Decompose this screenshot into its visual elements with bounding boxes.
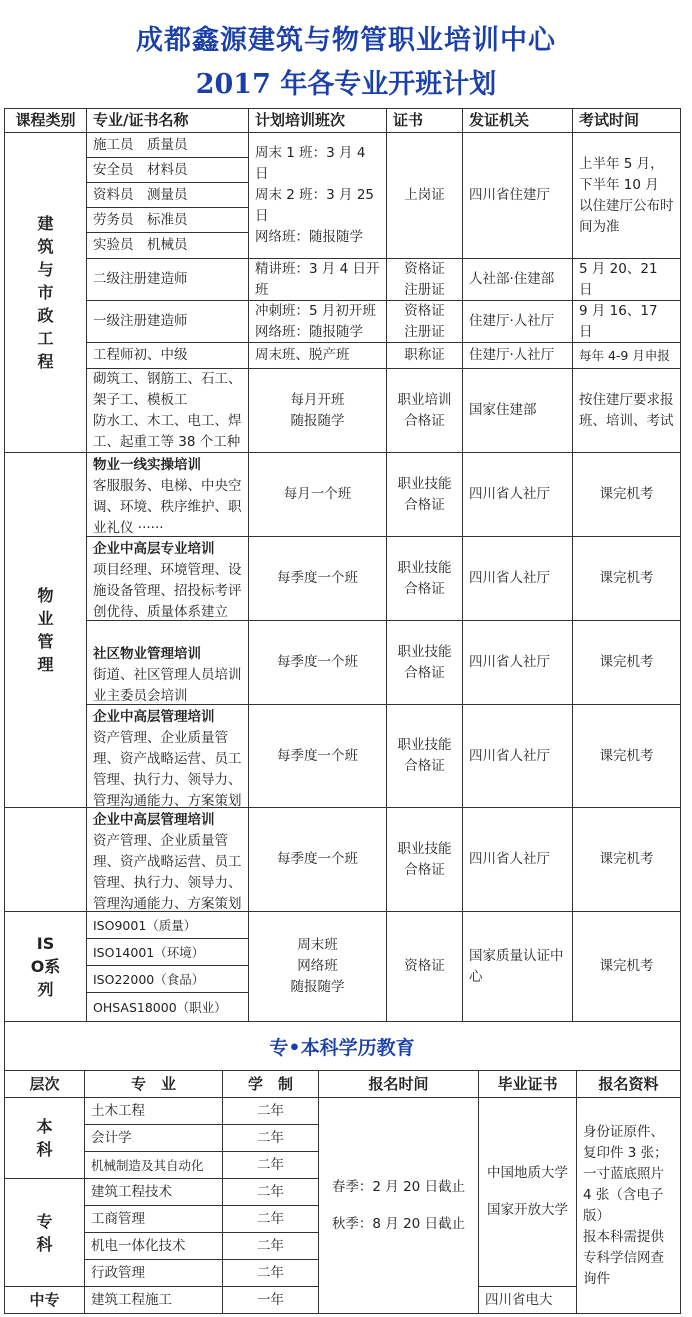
list-item: 劳务员 标准员 xyxy=(86,207,248,232)
edu-major: 建筑工程施工 xyxy=(84,1286,222,1313)
enroll-cell xyxy=(318,1097,478,1313)
course-cell xyxy=(86,536,248,620)
course-cell xyxy=(86,620,248,704)
edu-cert-secondary: 四川省电大 xyxy=(478,1286,576,1313)
authority-cell: 四川省人社厅 xyxy=(462,620,572,704)
edu-major: 土木工程 xyxy=(84,1097,222,1124)
list-item: 资料员 测量员 xyxy=(86,182,248,207)
edu-cert-2: 国家开放大学 xyxy=(487,1202,568,1218)
cert-cell: 资格证 xyxy=(386,911,462,1021)
exam-cell: 课完机考 xyxy=(572,704,680,807)
list-item: OHSAS18000（职业） xyxy=(86,992,248,1021)
edu-years: 二年 xyxy=(222,1259,318,1286)
schedule-cell: 周末班、脱产班 xyxy=(248,342,386,368)
exam-cell: 课完机考 xyxy=(572,620,680,704)
page-subtitle: 2017 年各专业开班计划 xyxy=(195,69,497,100)
edu-years: 二年 xyxy=(222,1232,318,1259)
exam-cell: 课完机考 xyxy=(572,452,680,536)
edu-years: 二年 xyxy=(222,1178,318,1205)
edu-years: 二年 xyxy=(222,1151,318,1178)
header-authority: 发证机关 xyxy=(462,108,572,132)
cert-cell: 资格证 注册证 xyxy=(386,258,462,300)
edu-major: 行政管理 xyxy=(84,1259,222,1286)
cert-cell: 职业技能 合格证 xyxy=(386,704,462,807)
edu-header-major: 专 业 xyxy=(84,1070,222,1097)
authority-cell: 四川省人社厅 xyxy=(462,807,572,911)
cert-cell: 职业技能 合格证 xyxy=(386,807,462,911)
course-title: 物业一线实操培训 xyxy=(93,457,201,473)
course-cell xyxy=(86,807,248,911)
category-construction xyxy=(4,132,86,452)
edu-major: 机电一体化技术 xyxy=(84,1232,222,1259)
authority-cell: 住建厅·人社厅 xyxy=(462,342,572,368)
cert-cell: 上岗证 xyxy=(386,132,462,258)
cert-cell: 职业培训 合格证 xyxy=(386,368,462,452)
edu-major: 会计学 xyxy=(84,1124,222,1151)
exam-cell: 5 月 20、21 日 xyxy=(572,258,680,300)
exam-cell: 课完机考 xyxy=(572,911,680,1021)
schedule-cell: 精讲班：3 月 4 日开班 xyxy=(248,258,386,300)
header-category: 课程类别 xyxy=(4,108,86,132)
course-desc: 资产管理、企业质量管理、资产战略运营、员工管理、执行力、领导力、管理沟通能力、方案策划 xyxy=(93,833,242,911)
authority-cell: 四川省人社厅 xyxy=(462,536,572,620)
exam-cell: 按住建厅要求报班、培训、考试 xyxy=(572,368,680,452)
edu-years: 二年 xyxy=(222,1097,318,1124)
enroll-spring: 春季：2 月 20 日截止 xyxy=(331,1178,466,1195)
major-name: 二级注册建造师 xyxy=(86,258,248,300)
list-item: ISO22000（食品） xyxy=(86,965,248,992)
category-iso xyxy=(4,911,86,1021)
list-item: ISO9001（质量） xyxy=(86,911,248,938)
page-title: 成都鑫源建筑与物管职业培训中心 xyxy=(136,25,556,56)
cert-cell: 资格证 注册证 xyxy=(386,300,462,342)
header-exam: 考试时间 xyxy=(572,108,680,132)
exam-cell: 9 月 16、17 日 xyxy=(572,300,680,342)
edu-major: 工商管理 xyxy=(84,1205,222,1232)
edu-years: 一年 xyxy=(222,1286,318,1313)
header-major: 专业/证书名称 xyxy=(86,108,248,132)
exam-cell: 课完机考 xyxy=(572,807,680,911)
edu-years: 二年 xyxy=(222,1124,318,1151)
major-name: 工程师初、中级 xyxy=(86,342,248,368)
schedule-cell: 每季度一个班 xyxy=(248,620,386,704)
exam-cell: 每年 4-9 月申报 xyxy=(572,342,680,368)
category-label: 物业管理 xyxy=(37,586,54,674)
section-heading: 专•本科学历教育 xyxy=(269,1036,415,1059)
schedule-cell: 周末班 网络班 随报随学 xyxy=(248,911,386,1021)
exam-cell: 上半年 5 月，下半年 10 月 以住建厅公布时间为准 xyxy=(572,132,680,258)
category-property xyxy=(4,452,86,807)
authority-cell: 四川省人社厅 xyxy=(462,452,572,536)
authority-cell: 四川省人社厅 xyxy=(462,704,572,807)
edu-header-enroll: 报名时间 xyxy=(318,1070,478,1097)
level-cell xyxy=(4,1097,84,1178)
edu-major: 建筑工程技术 xyxy=(84,1178,222,1205)
header-cert: 证书 xyxy=(386,108,462,132)
cert-cell: 职业技能 合格证 xyxy=(386,452,462,536)
major-name: 一级注册建造师 xyxy=(86,300,248,342)
course-title: 企业中高层管理培训 xyxy=(93,709,215,725)
materials-cell: 身份证原件、复印件 3 张；一寸蓝底照片 4 张（含电子版） 报本科需提供专科学信网查询件 xyxy=(576,1097,680,1313)
major-name: 砌筑工、钢筋工、石工、架子工、模板工 防水工、木工、电工、焊工、起重工等 38 个工种 xyxy=(86,368,248,452)
course-title: 企业中高层管理培训 xyxy=(93,812,215,828)
list-item: 施工员 质量员 xyxy=(86,132,248,157)
authority-cell: 人社部·住建部 xyxy=(462,258,572,300)
schedule-cell: 每季度一个班 xyxy=(248,704,386,807)
cert-cell: 职业技能 合格证 xyxy=(386,536,462,620)
course-desc: 项目经理、环境管理、设施设备管理、招投标考评创优待、质量体系建立 xyxy=(93,562,242,620)
list-item: 实验员 机械员 xyxy=(86,232,248,258)
edu-years: 二年 xyxy=(222,1205,318,1232)
list-item: 安全员 材料员 xyxy=(86,157,248,182)
edu-major: 机械制造及其自动化 xyxy=(84,1151,222,1178)
course-desc: 街道、社区管理人员培训 业主委员会培训 xyxy=(93,667,242,704)
level-cell xyxy=(4,1178,84,1286)
cert-cell: 职称证 xyxy=(386,342,462,368)
course-cell xyxy=(86,704,248,807)
header-schedule: 计划培训班次 xyxy=(248,108,386,132)
exam-cell: 课完机考 xyxy=(572,536,680,620)
list-item: ISO14001（环境） xyxy=(86,938,248,965)
edu-header-years: 学 制 xyxy=(222,1070,318,1097)
edu-header-materials: 报名资料 xyxy=(576,1070,680,1097)
schedule-cell: 周末 1 班：3 月 4 日 周末 2 班：3 月 25 日 网络班：随报随学 xyxy=(248,132,386,258)
schedule-cell: 每季度一个班 xyxy=(248,536,386,620)
schedule-cell: 每月一个班 xyxy=(248,452,386,536)
level-label: 中专 xyxy=(4,1286,84,1313)
schedule-cell: 每月开班 随报随学 xyxy=(248,368,386,452)
edu-header-cert: 毕业证书 xyxy=(478,1070,576,1097)
category-label: 建筑与市政工程 xyxy=(37,214,54,371)
authority-cell: 国家住建部 xyxy=(462,368,572,452)
schedule-cell: 每季度一个班 xyxy=(248,807,386,911)
level-label: 本科 xyxy=(36,1117,53,1159)
course-title: 企业中高层专业培训 xyxy=(93,541,215,557)
authority-cell: 四川省住建厅 xyxy=(462,132,572,258)
course-desc: 资产管理、企业质量管理、资产战略运营、员工管理、执行力、领导力、管理沟通能力、方案策划 xyxy=(93,730,242,807)
level-label: 专科 xyxy=(36,1211,53,1254)
schedule-cell: 冲刺班：5 月初开班 网络班：随报随学 xyxy=(248,300,386,342)
authority-cell: 住建厅·人社厅 xyxy=(462,300,572,342)
category-label: ISO系列 xyxy=(30,934,61,999)
edu-cert-1: 中国地质大学 xyxy=(487,1165,568,1181)
edu-cert-cell xyxy=(478,1097,576,1286)
category-property-cont xyxy=(4,807,86,911)
course-title: 社区物业管理培训 xyxy=(93,646,201,662)
course-desc: 客服服务、电梯、中央空调、环境、秩序维护、职业礼仪 ······ xyxy=(93,478,242,536)
authority-cell: 国家质量认证中心 xyxy=(462,911,572,1021)
cert-cell: 职业技能 合格证 xyxy=(386,620,462,704)
enroll-autumn: 秋季：8 月 20 日截止 xyxy=(331,1215,466,1232)
course-cell xyxy=(86,452,248,536)
edu-header-level: 层次 xyxy=(4,1070,84,1097)
